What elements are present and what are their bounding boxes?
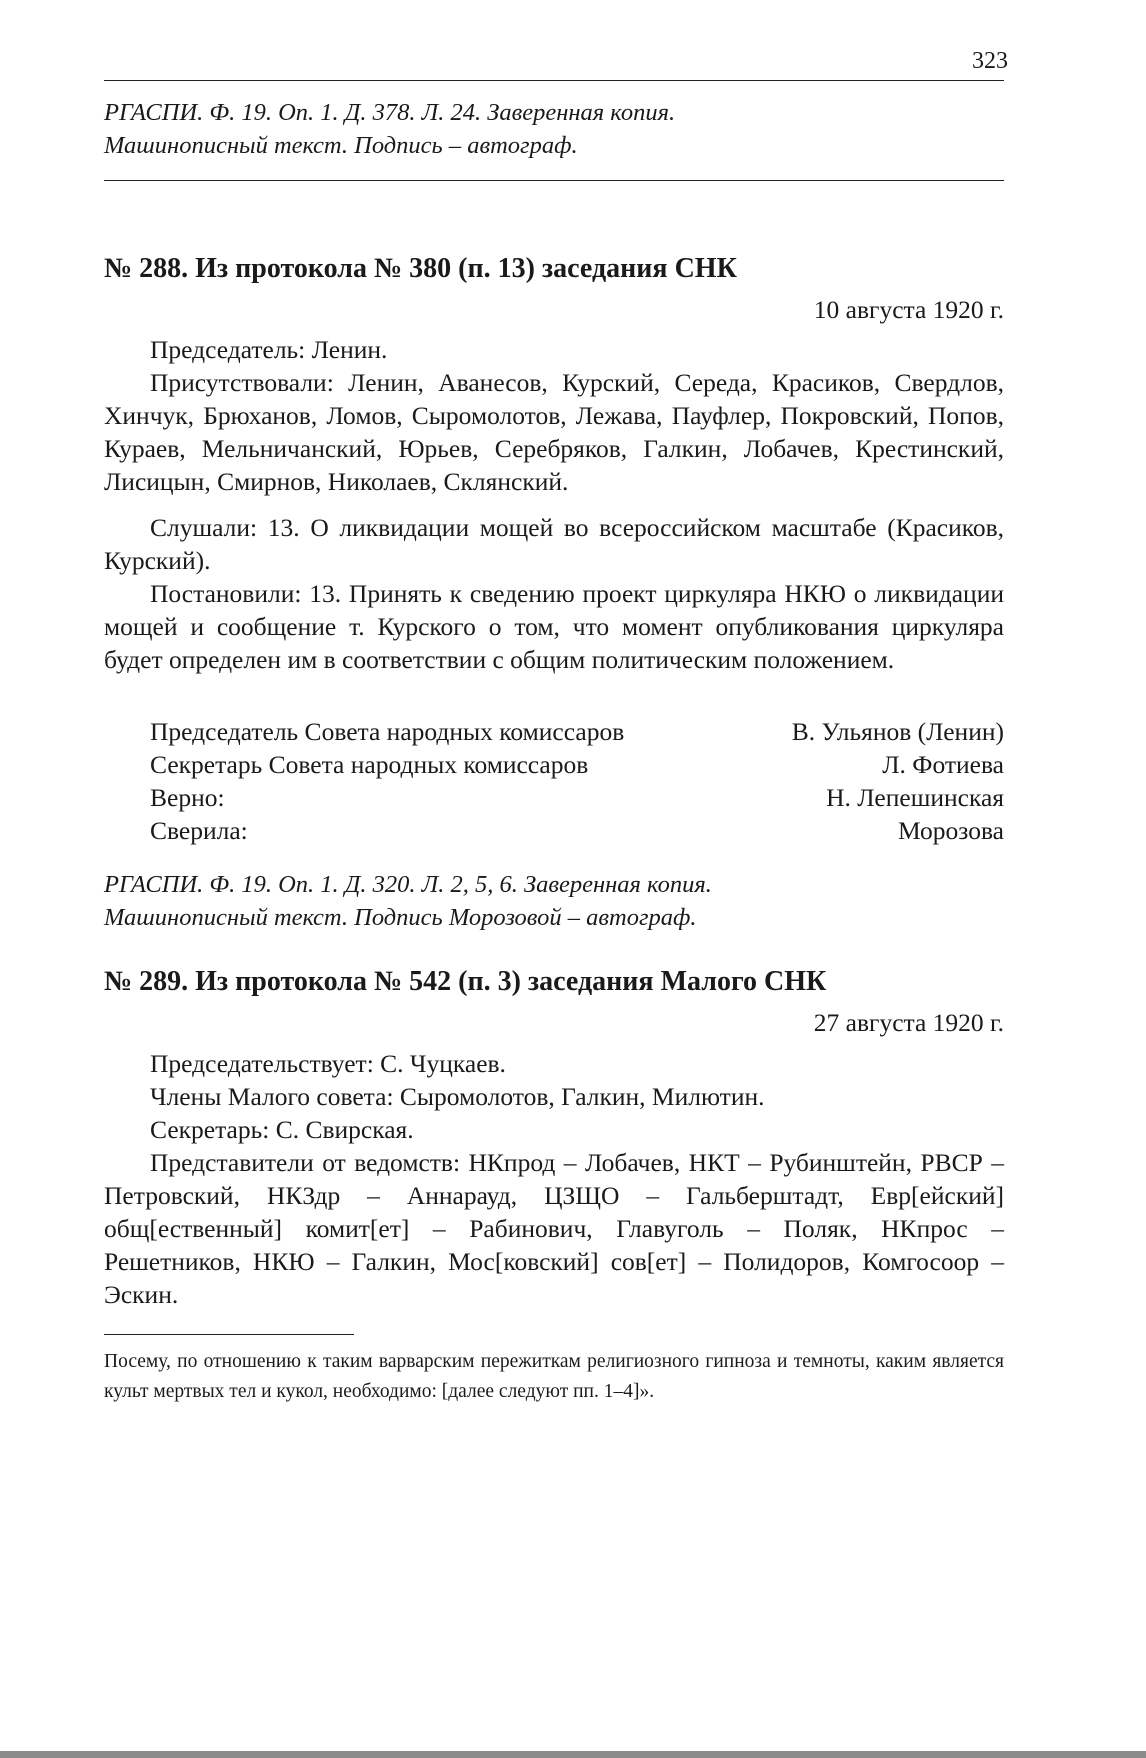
resolved-paragraph: Постановили: 13. Принять к сведению проект циркуляра НКЮ о ликвидации мощей и сообщение т. Курского о том, что момент опубликования циркуляра будет определен им в соответствии с общим политическим положением. (104, 579, 1004, 674)
archive-source-top (104, 96, 1004, 162)
signature-row (150, 748, 1004, 781)
signature-name: Морозова (898, 816, 1004, 845)
chair-paragraph: Председательствует: С. Чуцкаев. (150, 1049, 506, 1078)
members-paragraph: Члены Малого совета: Сыромолотов, Галкин, Милютин. (150, 1082, 765, 1111)
doc-289-heading: № 289. Из протокола № 542 (п. 3) заседания Малого СНК (104, 966, 827, 997)
signature-name: Л. Фотиева (882, 750, 1004, 779)
signature-role: Секретарь Совета народных комиссаров (150, 750, 589, 779)
attendees-paragraph: Присутствовали: Ленин, Аванесов, Курский, Середа, Красиков, Свердлов, Хинчук, Брюханов, Ломов, Сыромолотов, Лежава, Пауфлер, Покровский, Попов, Кураев, Мельничанский, Юрьев, Серебряков, Галкин, Лобачев, Крестинский, Лисицын, Смирнов, Николаев, Склянский. (104, 368, 1004, 496)
footnote-rule (104, 1334, 354, 1335)
signature-role: Сверила: (150, 816, 248, 845)
header-rule (104, 80, 1004, 81)
heard-paragraph: Слушали: 13. О ликвидации мощей во всероссийском масштабе (Красиков, Курский). (104, 513, 1004, 575)
signature-name: В. Ульянов (Ленин) (791, 717, 1004, 746)
doc-288-attendance (104, 333, 1004, 498)
source-line: РГАСПИ. Ф. 19. Оп. 1. Д. 378. Л. 24. Заверенная копия. (104, 99, 676, 126)
footnote (104, 1347, 1004, 1407)
doc-288-signatures (150, 715, 1004, 847)
source-line: Машинописный текст. Подпись Морозовой – автограф. (104, 904, 697, 931)
section-rule (104, 180, 1004, 181)
signature-role: Председатель Совета народных комиссаров (150, 717, 625, 746)
doc-289-attendance (104, 1047, 1004, 1311)
signature-row (150, 781, 1004, 814)
source-line: Машинописный текст. Подпись – автограф. (104, 132, 578, 159)
doc-288-date: 10 августа 1920 г. (813, 295, 1004, 324)
signature-role: Верно: (150, 783, 225, 812)
source-line: РГАСПИ. Ф. 19. Оп. 1. Д. 320. Л. 2, 5, 6. Заверенная копия. (104, 871, 712, 898)
representatives-paragraph: Представители от ведомств: НКпрод – Лобачев, НКТ – Рубинштейн, РВСР – Петровский, НКЗдр – Аннарауд, ЦЗЩО – Гальберштадт, Евр[ейский] общ[ественный] комит[ет] – Рабинович, Главуголь – Поляк, НКпрос – Решетников, НКЮ – Галкин, Мос[ковский] сов[ет] – Полидоров, Комгосоор – Эскин. (104, 1148, 1004, 1309)
doc-288-decision (104, 511, 1004, 676)
signature-row (150, 814, 1004, 847)
doc-288-source (104, 868, 1004, 934)
secretary-paragraph: Секретарь: С. Свирская. (150, 1115, 414, 1144)
chair-paragraph: Председатель: Ленин. (150, 335, 388, 364)
doc-289-date: 27 августа 1920 г. (813, 1008, 1004, 1037)
signature-name: Н. Лепешинская (826, 783, 1004, 812)
page-number: 323 (972, 48, 1008, 74)
doc-288-heading: № 288. Из протокола № 380 (п. 13) заседания СНК (104, 253, 737, 284)
scan-edge (0, 1751, 1146, 1758)
footnote-text: Посему, по отношению к таким варварским пережиткам религиозного гипноза и темноты, каким является культ мертвых тел и кукол, необходимо: [далее следуют пп. 1–4]». (104, 1351, 1004, 1402)
signature-row (150, 715, 1004, 748)
